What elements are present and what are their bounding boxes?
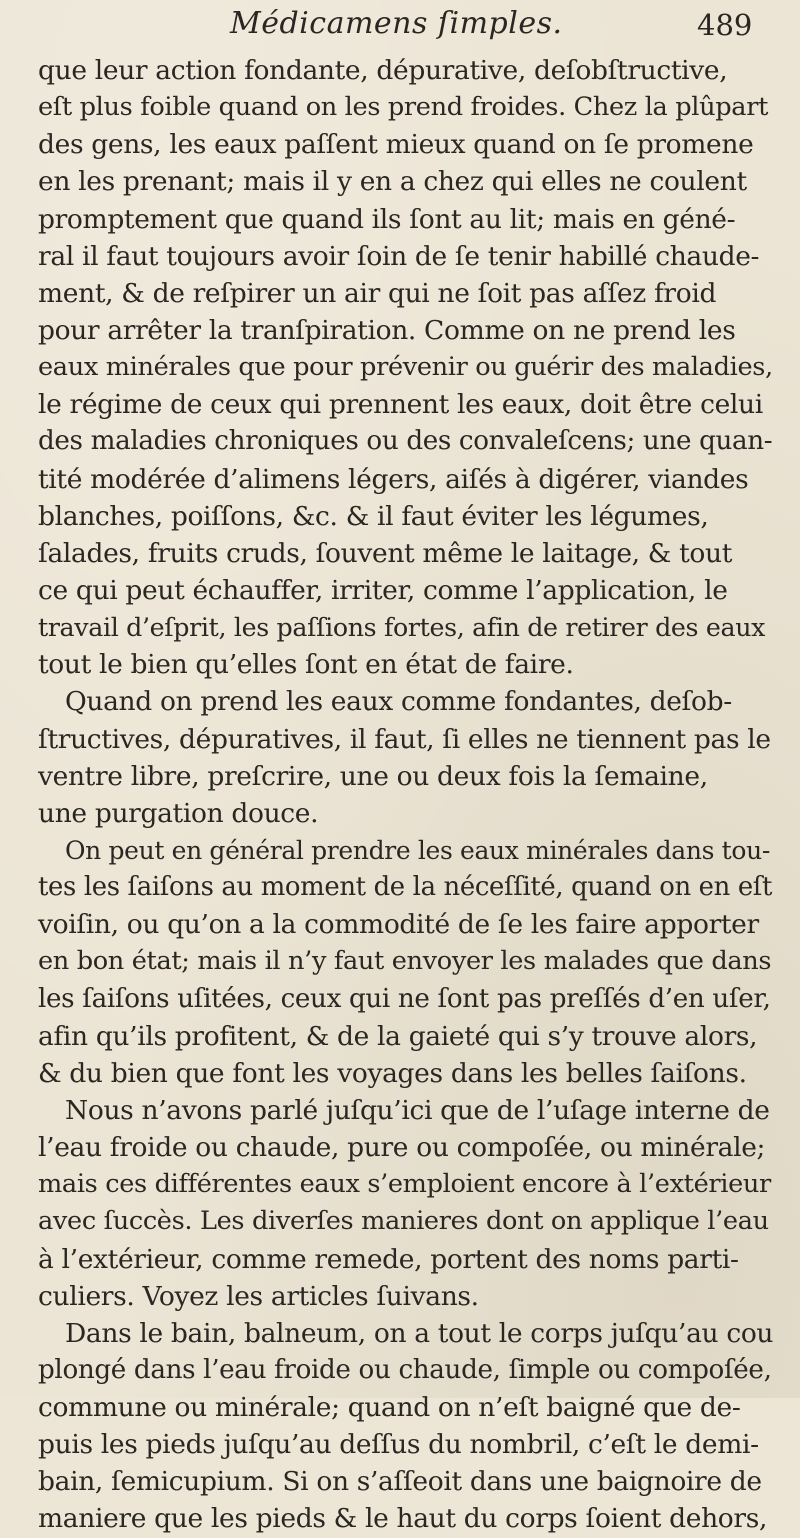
text-line: en les prenant; mais il y en a chez qui elles ne coulent bbox=[38, 166, 747, 198]
text-line: eſt plus foible quand on les prend froides. Chez la plûpart bbox=[38, 92, 769, 123]
text-line: ventre libre, preſcrire, une ou deux fois la ſemaine, bbox=[38, 760, 708, 792]
text-line: ſalades, fruits cruds, ſouvent même le laitage, & tout bbox=[38, 537, 733, 569]
text-line: ment, & de reſpirer un air qui ne ſoit pas aſſez froid bbox=[38, 277, 717, 309]
running-title: Médicamens ſimples. bbox=[230, 6, 563, 41]
text-line: puis les pieds juſqu’au deſſus du nombril, c’eſt le demi- bbox=[38, 1429, 759, 1461]
text-line: tes les ſaiſons au moment de la néceſſité, quand on en eſt bbox=[38, 872, 773, 903]
text-line: pour arrêter la tranſpiration. Comme on ne prend les bbox=[38, 314, 736, 346]
paragraph-first-line: Dans le bain, balneum, on a tout le corps juſqu’au cou bbox=[65, 1317, 774, 1349]
text-line: promptement que quand ils ſont au lit; mais en géné- bbox=[38, 203, 736, 235]
paragraph-first-line: On peut en général prendre les eaux minérales dans tou- bbox=[65, 835, 770, 865]
text-line: mais ces différentes eaux s’emploient encore à l’extérieur bbox=[38, 1169, 771, 1200]
text-line: les ſaiſons uſitées, ceux qui ne ſont pas preſſés d’en uſer, bbox=[38, 983, 771, 1014]
text-line: culiers. Voyez les articles ſuivans. bbox=[38, 1280, 479, 1312]
paragraph-first-line: Quand on prend les eaux comme fondantes, deſob- bbox=[65, 686, 732, 718]
text-line: plongé dans l’eau froide ou chaude, ſimple ou compoſée, bbox=[38, 1354, 772, 1385]
text-line: tité modérée d’alimens légers, aiſés à digérer, viandes bbox=[38, 463, 749, 495]
text-line: ſtructives, dépuratives, il faut, ſi elles ne tiennent pas le bbox=[38, 723, 771, 755]
text-line: avec ſuccès. Les diverſes manieres dont on applique l’eau bbox=[38, 1206, 769, 1237]
text-line: le régime de ceux qui prennent les eaux, doit être celui bbox=[38, 389, 763, 421]
text-line: des gens, les eaux paſſent mieux quand on ſe promene bbox=[38, 129, 754, 161]
text-line: des maladies chroniques ou des convaleſcens; une quan- bbox=[38, 426, 773, 457]
page-header bbox=[0, 6, 800, 46]
text-line: voiſin, ou qu’on a la commodité de ſe les faire apporter bbox=[38, 909, 759, 941]
text-line: une purgation douce. bbox=[38, 797, 319, 829]
paragraph-first-line: Nous n’avons parlé juſqu’ici que de l’uſage interne de bbox=[65, 1094, 770, 1126]
text-line: afin qu’ils profitent, & de la gaieté qui s’y trouve alors, bbox=[38, 1020, 758, 1052]
text-line: bain, ſemicupium. Si on s’aſſeoit dans une baignoire de bbox=[38, 1466, 762, 1498]
text-line: ral il faut toujours avoir ſoin de ſe tenir habillé chaude- bbox=[38, 240, 760, 272]
text-line: l’eau froide ou chaude, pure ou compoſée, ou minérale; bbox=[38, 1132, 766, 1164]
page-number: 489 bbox=[697, 8, 753, 42]
text-line: ce qui peut échauffer, irriter, comme l’application, le bbox=[38, 574, 728, 606]
text-line: tout le bien qu’elles ſont en état de faire. bbox=[38, 649, 574, 681]
text-line: commune ou minérale; quand on n’eſt baigné que de- bbox=[38, 1392, 741, 1424]
text-line: blanches, poiſſons, &c. & il faut éviter les légumes, bbox=[38, 500, 709, 532]
text-line: maniere que les pieds & le haut du corps ſoient dehors, bbox=[38, 1503, 768, 1535]
body-text bbox=[38, 52, 773, 1538]
text-line: travail d’eſprit, les paſſions fortes, afin de retirer des eaux bbox=[38, 613, 766, 643]
text-line: & du bien que font les voyages dans les belles ſaiſons. bbox=[38, 1057, 747, 1089]
text-line: en bon état; mais il n’y faut envoyer les malades que dans bbox=[38, 946, 772, 977]
text-line: à l’extérieur, comme remede, portent des noms parti- bbox=[38, 1243, 739, 1275]
text-line: que leur action fondante, dépurative, deſobſtructive, bbox=[38, 55, 728, 86]
text-line: eaux minérales que pour prévenir ou guérir des maladies, bbox=[38, 352, 773, 383]
